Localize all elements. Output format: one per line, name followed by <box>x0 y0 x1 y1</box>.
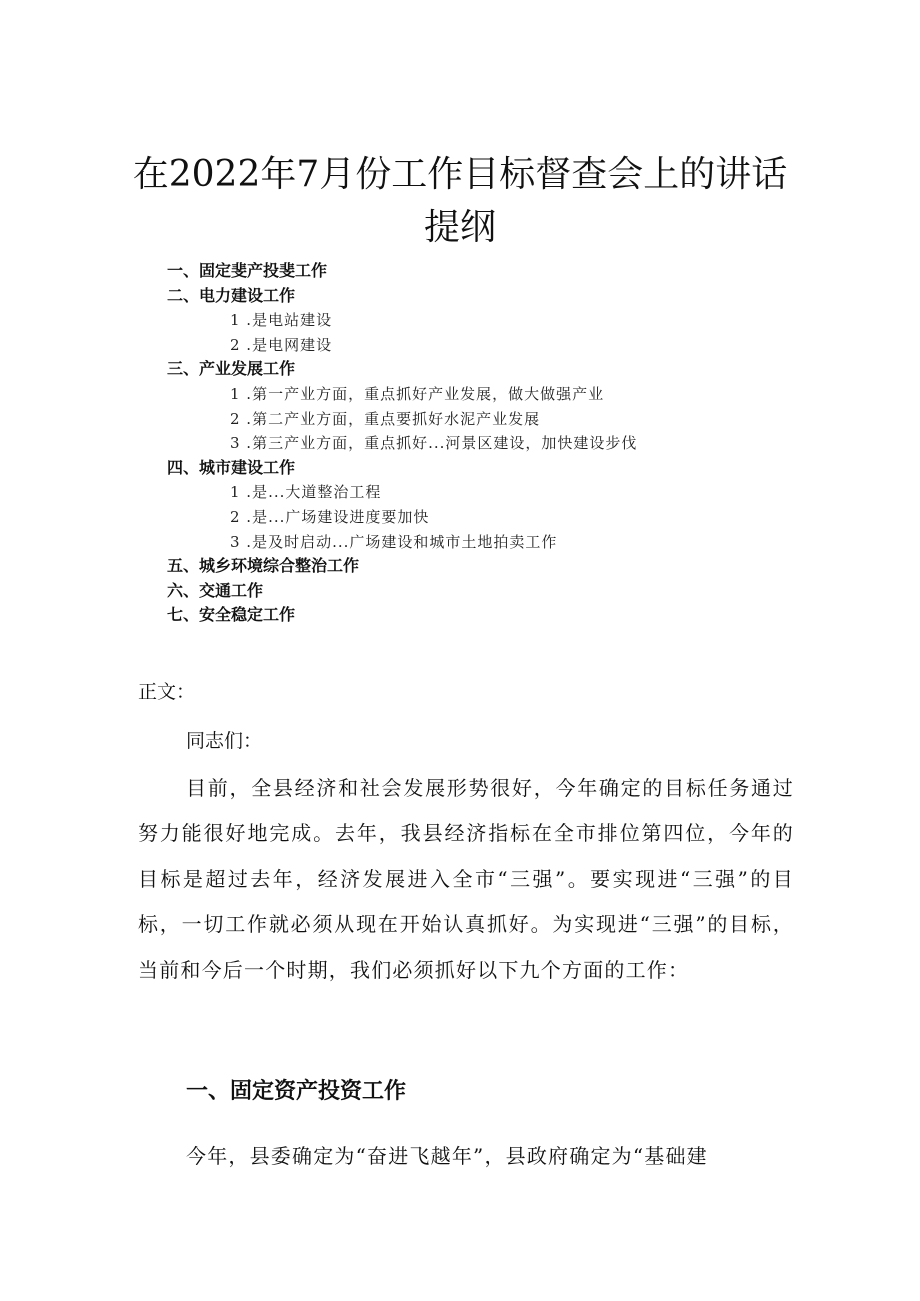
outline-subitem: 3 .是及时启动...广场建设和城市土地拍卖工作 <box>230 532 558 551</box>
outline-heading-7: 七、安全稳定工作 <box>167 605 296 625</box>
outline-heading-1: 一、固定斐产投斐工作 <box>167 261 328 280</box>
outline-subitem: 2 .是...广场建设进度要加快 <box>230 508 430 526</box>
outline-heading-3: 三、产业发展工作 <box>167 359 296 379</box>
outline-subitem: 2 .第二产业方面，重点要抓好水泥产业发展 <box>230 409 541 428</box>
body-label: 正文： <box>138 681 196 703</box>
outline-subitem: 2 .是电网建设 <box>230 335 333 354</box>
outline-heading-4: 四、城市建设工作 <box>167 457 296 477</box>
outline-heading-5: 五、城乡环境综合整治工作 <box>167 556 360 576</box>
body-paragraph: 今年，县委确定为“奋进飞越年”，县政府确定为“基础建 <box>186 1144 708 1168</box>
outline-heading-2: 二、电力建设工作 <box>167 285 296 305</box>
outline-subitem: 1 .第一产业方面，重点抓好产业发展，做大做强产业 <box>230 385 605 403</box>
section-heading: 一、固定资产投资工作 <box>186 1079 407 1104</box>
outline-subitem: 1 .是电站建设 <box>230 311 333 330</box>
document-title-line-1: 在2022年7月份工作目标督查会上的讲话 <box>132 154 788 195</box>
document-title-line-2: 提纲 <box>423 207 496 248</box>
outline-subitem: 1 .是...大道整治工程 <box>230 483 382 502</box>
outline-subitem: 3 .第三产业方面，重点抓好...河景区建设，加快建设步伐 <box>230 434 638 453</box>
body-paragraph: 目前，全县经济和社会发展形势很好，今年确定的目标任务通过努力能很好地完成。去年，我县经济指标在全市排位第四位，今年的目标是超过去年，经济发展进入全市“三强”。要实现进“三强”的目标，一切工作就必须从现在开始认真抓好。为实现进“三强”的目标，当前和今后一个时期，我们必须抓好以下九个方面的工作： <box>138 776 794 982</box>
salutation: 同志们： <box>186 730 263 752</box>
outline-heading-6: 六、交通工作 <box>167 580 264 600</box>
